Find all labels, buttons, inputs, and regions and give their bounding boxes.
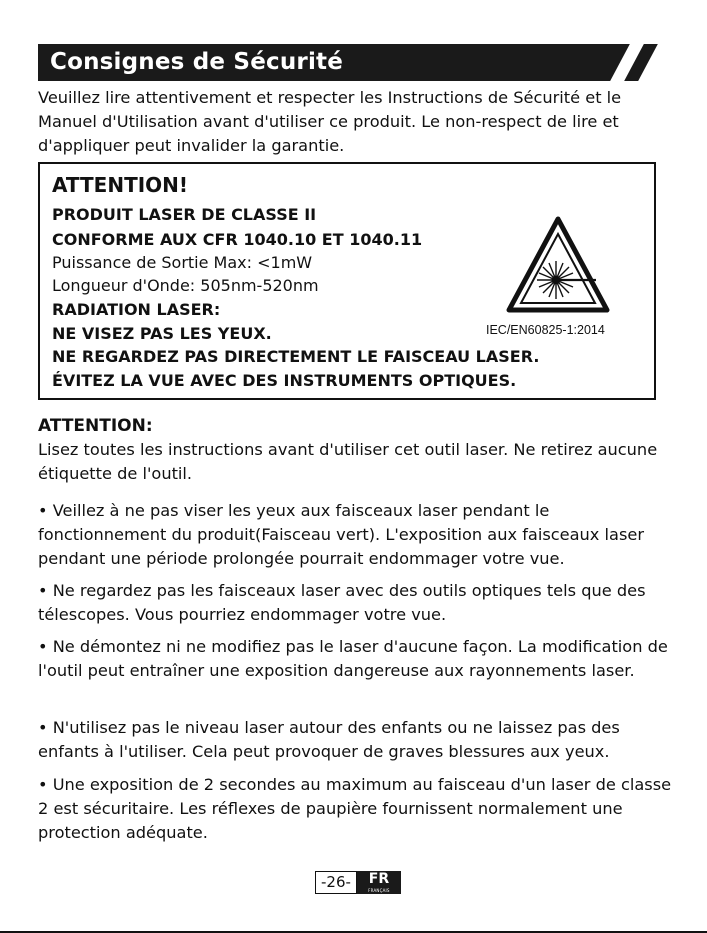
warning-line-dont-aim: NE VISEZ PAS LES YEUX.: [52, 324, 272, 343]
language-badge: [357, 871, 401, 894]
standard-label: IEC/EN60825-1:2014: [486, 323, 605, 337]
warning-line-optical: ÉVITEZ LA VUE AVEC DES INSTRUMENTS OPTIQUES.: [52, 371, 517, 390]
warning-line-dont-stare: NE REGARDEZ PAS DIRECTEMENT LE FAISCEAU LASER.: [52, 347, 540, 366]
laser-warning-box: [38, 162, 656, 400]
intro-paragraph: Veuillez lire attentivement et respecter les Instructions de Sécurité et le Manuel d'Utilisation avant d'utiliser ce produit. Le non-respect de lire et d'appliquer peut invalider la garantie.: [38, 88, 622, 155]
safety-bullet: • Ne regardez pas les faisceaux laser avec des outils optiques tels que des télescopes. Vous pourriez endommager votre vue.: [38, 581, 646, 624]
warning-line-class: PRODUIT LASER DE CLASSE II: [52, 205, 317, 224]
attention-heading: ATTENTION:: [38, 416, 153, 436]
page-footer: [315, 871, 401, 894]
safety-bullet: • N'utilisez pas le niveau laser autour des enfants ou ne laissez pas des enfants à l'utiliser. Cela peut provoquer de graves blessures aux yeux.: [38, 718, 620, 761]
language-name: FRANÇAIS: [368, 888, 390, 893]
section-title: Consignes de Sécurité: [50, 49, 344, 75]
laser-warning-triangle-icon: [506, 216, 610, 314]
warning-line-power: Puissance de Sortie Max: <1mW: [52, 253, 313, 272]
safety-bullet: • Ne démontez ni ne modifiez pas le laser d'aucune façon. La modification de l'outil peut entraîner une exposition dangereuse aux rayonnements laser.: [38, 637, 668, 680]
safety-bullet: • Une exposition de 2 secondes au maximum au faisceau d'un laser de classe 2 est sécuritaire. Les réflexes de paupière fournissent normalement une protection adéquate.: [38, 775, 672, 842]
warning-line-radiation: RADIATION LASER:: [52, 300, 221, 319]
safety-bullet: • Veillez à ne pas viser les yeux aux faisceaux laser pendant le fonctionnement du produit(Faisceau vert). L'exposition aux faisceaux laser pendant une période prolongée pourrait endommager votre vue.: [38, 501, 644, 568]
warning-line-wavelength: Longueur d'Onde: 505nm-520nm: [52, 276, 319, 295]
language-code: FR: [368, 871, 390, 887]
warning-line-compliance: CONFORME AUX CFR 1040.10 ET 1040.11: [52, 230, 423, 249]
title-stripe-decoration: [624, 44, 658, 81]
warning-heading: ATTENTION!: [52, 173, 189, 197]
page-number: -26-: [315, 871, 357, 894]
attention-text: Lisez toutes les instructions avant d'utiliser cet outil laser. Ne retirez aucune étiquette de l'outil.: [38, 440, 658, 483]
